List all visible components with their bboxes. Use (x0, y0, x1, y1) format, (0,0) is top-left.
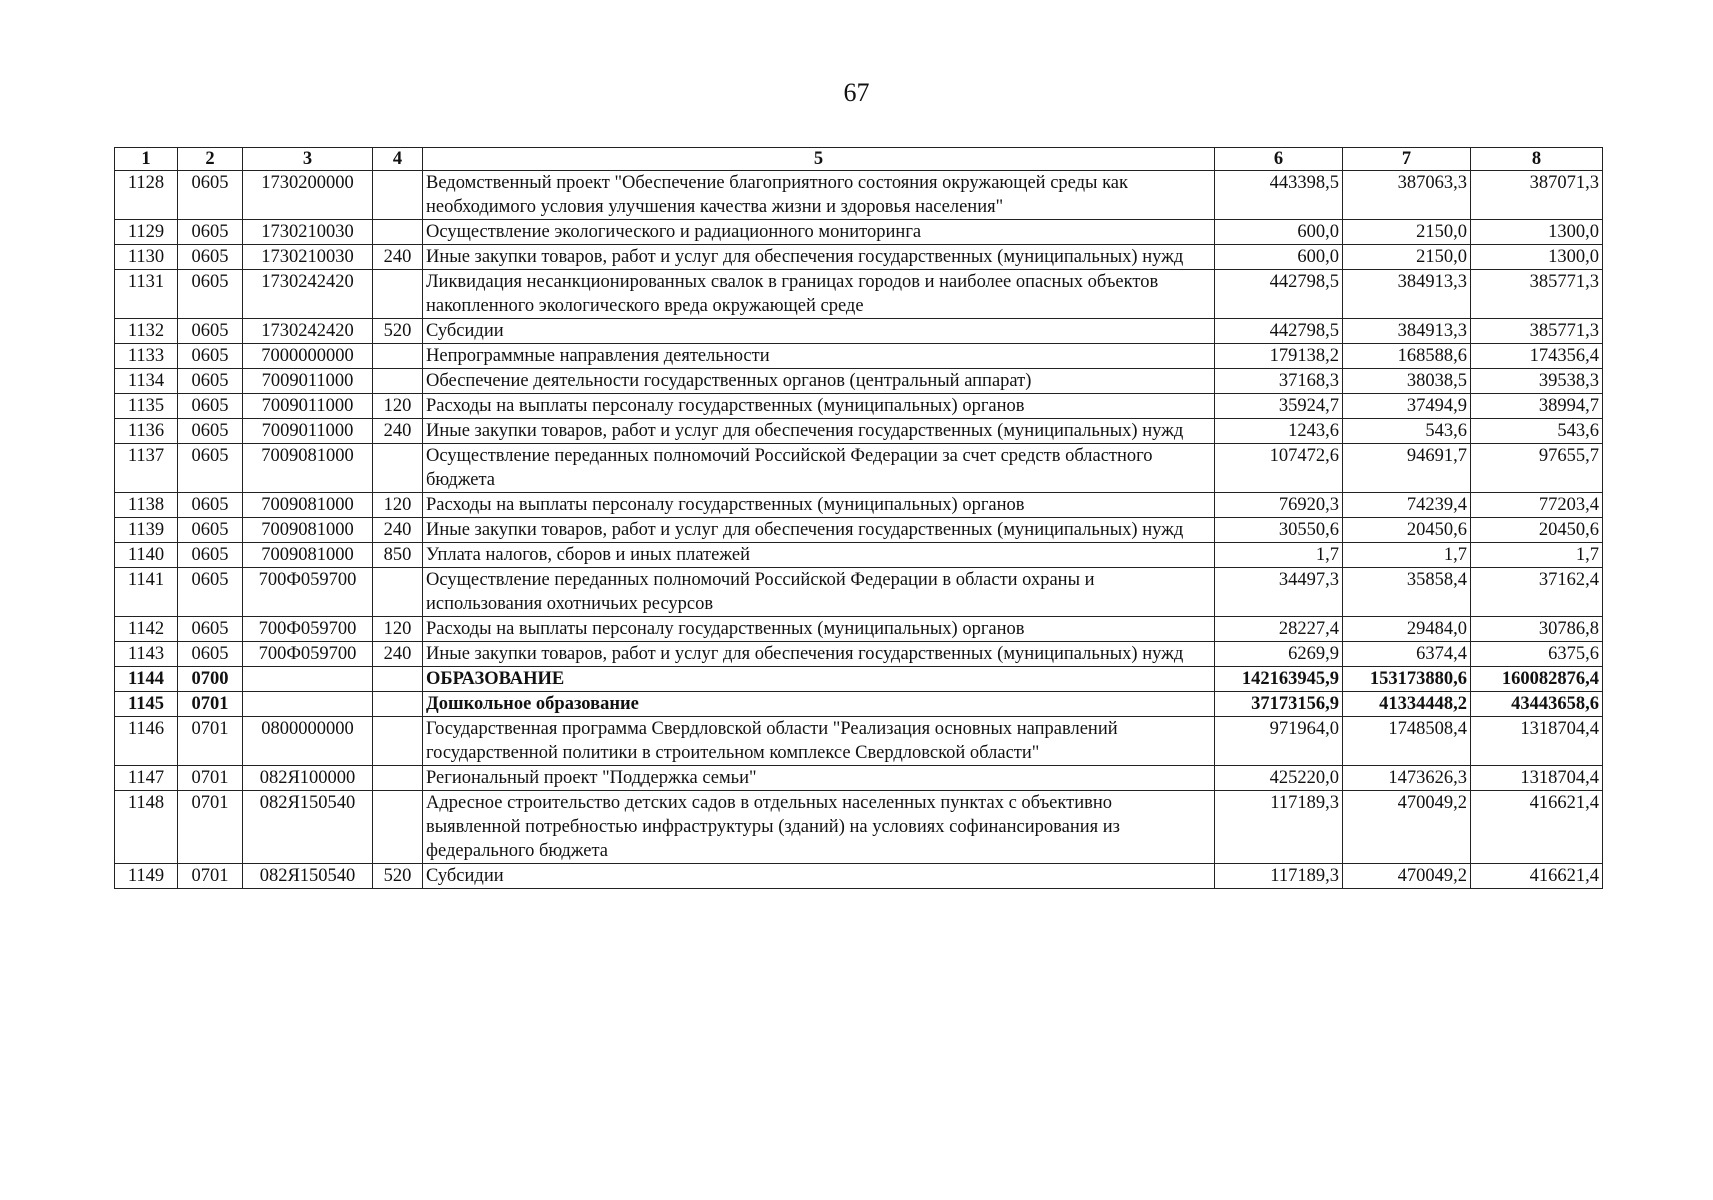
target-article-cell: 7009011000 (243, 369, 373, 394)
row-number-cell: 1128 (115, 171, 178, 220)
description-cell: Ведомственный проект "Обеспечение благоприятного состояния окружающей среды как необходимого условия улучшения качества жизни и здоровья населения" (423, 171, 1215, 220)
target-article-cell: 082Я100000 (243, 766, 373, 791)
description-cell: Осуществление экологического и радиационного мониторинга (423, 220, 1215, 245)
row-number-cell: 1132 (115, 319, 178, 344)
expense-type-cell: 520 (373, 319, 423, 344)
section-code-cell: 0700 (178, 667, 243, 692)
section-code-cell: 0605 (178, 220, 243, 245)
target-article-cell: 7009081000 (243, 493, 373, 518)
table-row (115, 419, 1603, 444)
expense-type-cell (373, 220, 423, 245)
row-number-cell: 1133 (115, 344, 178, 369)
amount-col7-cell: 94691,7 (1343, 444, 1471, 493)
description-cell: Иные закупки товаров, работ и услуг для обеспечения государственных (муниципальных) нужд (423, 642, 1215, 667)
section-code-cell: 0605 (178, 369, 243, 394)
table-row (115, 220, 1603, 245)
expense-type-cell: 240 (373, 518, 423, 543)
table-row (115, 518, 1603, 543)
column-header: 5 (423, 148, 1215, 171)
row-number-cell: 1143 (115, 642, 178, 667)
table-row (115, 270, 1603, 319)
amount-col8-cell: 39538,3 (1471, 369, 1603, 394)
description-cell: Расходы на выплаты персоналу государственных (муниципальных) органов (423, 394, 1215, 419)
amount-col8-cell: 1300,0 (1471, 220, 1603, 245)
amount-col7-cell: 384913,3 (1343, 270, 1471, 319)
row-number-cell: 1147 (115, 766, 178, 791)
expense-type-cell: 120 (373, 617, 423, 642)
row-number-cell: 1145 (115, 692, 178, 717)
expense-type-cell: 120 (373, 493, 423, 518)
amount-col8-cell: 543,6 (1471, 419, 1603, 444)
amount-col6-cell: 425220,0 (1215, 766, 1343, 791)
table-row (115, 394, 1603, 419)
section-code-cell: 0605 (178, 319, 243, 344)
column-header: 8 (1471, 148, 1603, 171)
amount-col7-cell: 2150,0 (1343, 220, 1471, 245)
section-code-cell: 0605 (178, 444, 243, 493)
target-article-cell: 7009011000 (243, 394, 373, 419)
target-article-cell: 700Ф059700 (243, 617, 373, 642)
section-code-cell: 0701 (178, 864, 243, 889)
amount-col6-cell: 117189,3 (1215, 791, 1343, 864)
target-article-cell: 082Я150540 (243, 864, 373, 889)
section-code-cell: 0605 (178, 642, 243, 667)
table-row (115, 493, 1603, 518)
amount-col7-cell: 29484,0 (1343, 617, 1471, 642)
amount-col7-cell: 387063,3 (1343, 171, 1471, 220)
target-article-cell: 1730242420 (243, 319, 373, 344)
target-article-cell: 1730200000 (243, 171, 373, 220)
amount-col8-cell: 77203,4 (1471, 493, 1603, 518)
row-number-cell: 1148 (115, 791, 178, 864)
amount-col8-cell: 416621,4 (1471, 791, 1603, 864)
description-cell: Государственная программа Свердловской области "Реализация основных направлений государственной политики в строительном комплексе Свердловской области" (423, 717, 1215, 766)
amount-col7-cell: 37494,9 (1343, 394, 1471, 419)
expense-type-cell (373, 369, 423, 394)
table-row (115, 543, 1603, 568)
amount-col6-cell: 28227,4 (1215, 617, 1343, 642)
amount-col6-cell: 37173156,9 (1215, 692, 1343, 717)
section-code-cell: 0701 (178, 791, 243, 864)
target-article-cell: 700Ф059700 (243, 642, 373, 667)
target-article-cell: 0800000000 (243, 717, 373, 766)
description-cell: ОБРАЗОВАНИЕ (423, 667, 1215, 692)
row-number-cell: 1131 (115, 270, 178, 319)
description-cell: Обеспечение деятельности государственных органов (центральный аппарат) (423, 369, 1215, 394)
table-row (115, 692, 1603, 717)
column-header: 7 (1343, 148, 1471, 171)
amount-col7-cell: 1,7 (1343, 543, 1471, 568)
expense-type-cell: 240 (373, 419, 423, 444)
amount-col7-cell: 35858,4 (1343, 568, 1471, 617)
amount-col7-cell: 41334448,2 (1343, 692, 1471, 717)
description-cell: Субсидии (423, 319, 1215, 344)
table-row (115, 369, 1603, 394)
amount-col8-cell: 20450,6 (1471, 518, 1603, 543)
description-cell: Непрограммные направления деятельности (423, 344, 1215, 369)
expense-type-cell (373, 344, 423, 369)
section-code-cell: 0605 (178, 518, 243, 543)
row-number-cell: 1129 (115, 220, 178, 245)
amount-col6-cell: 117189,3 (1215, 864, 1343, 889)
row-number-cell: 1138 (115, 493, 178, 518)
table-row (115, 642, 1603, 667)
section-code-cell: 0605 (178, 543, 243, 568)
target-article-cell: 7009011000 (243, 419, 373, 444)
target-article-cell: 7000000000 (243, 344, 373, 369)
amount-col7-cell: 543,6 (1343, 419, 1471, 444)
row-number-cell: 1137 (115, 444, 178, 493)
amount-col6-cell: 35924,7 (1215, 394, 1343, 419)
amount-col7-cell: 38038,5 (1343, 369, 1471, 394)
amount-col6-cell: 142163945,9 (1215, 667, 1343, 692)
amount-col6-cell: 442798,5 (1215, 270, 1343, 319)
table-row (115, 444, 1603, 493)
column-header: 4 (373, 148, 423, 171)
description-cell: Иные закупки товаров, работ и услуг для обеспечения государственных (муниципальных) нужд (423, 419, 1215, 444)
section-code-cell: 0605 (178, 171, 243, 220)
amount-col8-cell: 37162,4 (1471, 568, 1603, 617)
amount-col6-cell: 76920,3 (1215, 493, 1343, 518)
target-article-cell: 1730210030 (243, 220, 373, 245)
row-number-cell: 1144 (115, 667, 178, 692)
row-number-cell: 1141 (115, 568, 178, 617)
description-cell: Уплата налогов, сборов и иных платежей (423, 543, 1215, 568)
description-cell: Иные закупки товаров, работ и услуг для обеспечения государственных (муниципальных) нужд (423, 518, 1215, 543)
column-header: 2 (178, 148, 243, 171)
amount-col6-cell: 6269,9 (1215, 642, 1343, 667)
section-code-cell: 0701 (178, 766, 243, 791)
table-row (115, 791, 1603, 864)
amount-col8-cell: 1,7 (1471, 543, 1603, 568)
amount-col7-cell: 2150,0 (1343, 245, 1471, 270)
row-number-cell: 1149 (115, 864, 178, 889)
expense-type-cell (373, 171, 423, 220)
table-row (115, 319, 1603, 344)
amount-col6-cell: 600,0 (1215, 245, 1343, 270)
section-code-cell: 0605 (178, 493, 243, 518)
section-code-cell: 0605 (178, 245, 243, 270)
amount-col6-cell: 600,0 (1215, 220, 1343, 245)
section-code-cell: 0605 (178, 394, 243, 419)
row-number-cell: 1135 (115, 394, 178, 419)
expense-type-cell: 240 (373, 245, 423, 270)
amount-col8-cell: 1318704,4 (1471, 766, 1603, 791)
target-article-cell (243, 667, 373, 692)
section-code-cell: 0605 (178, 270, 243, 319)
row-number-cell: 1139 (115, 518, 178, 543)
amount-col8-cell: 160082876,4 (1471, 667, 1603, 692)
description-cell: Осуществление переданных полномочий Российской Федерации в области охраны и использования охотничьих ресурсов (423, 568, 1215, 617)
amount-col7-cell: 153173880,6 (1343, 667, 1471, 692)
target-article-cell (243, 692, 373, 717)
expense-type-cell (373, 444, 423, 493)
amount-col8-cell: 174356,4 (1471, 344, 1603, 369)
expense-type-cell: 850 (373, 543, 423, 568)
row-number-cell: 1136 (115, 419, 178, 444)
table-row (115, 245, 1603, 270)
target-article-cell: 1730242420 (243, 270, 373, 319)
expense-type-cell (373, 568, 423, 617)
row-number-cell: 1134 (115, 369, 178, 394)
amount-col6-cell: 442798,5 (1215, 319, 1343, 344)
amount-col7-cell: 1748508,4 (1343, 717, 1471, 766)
description-cell: Дошкольное образование (423, 692, 1215, 717)
amount-col6-cell: 1243,6 (1215, 419, 1343, 444)
target-article-cell: 7009081000 (243, 444, 373, 493)
description-cell: Расходы на выплаты персоналу государственных (муниципальных) органов (423, 617, 1215, 642)
column-header: 3 (243, 148, 373, 171)
amount-col8-cell: 38994,7 (1471, 394, 1603, 419)
amount-col7-cell: 470049,2 (1343, 791, 1471, 864)
amount-col8-cell: 387071,3 (1471, 171, 1603, 220)
amount-col6-cell: 34497,3 (1215, 568, 1343, 617)
table-row (115, 717, 1603, 766)
amount-col7-cell: 168588,6 (1343, 344, 1471, 369)
target-article-cell: 7009081000 (243, 543, 373, 568)
amount-col6-cell: 30550,6 (1215, 518, 1343, 543)
expense-type-cell (373, 717, 423, 766)
table-row (115, 864, 1603, 889)
amount-col6-cell: 107472,6 (1215, 444, 1343, 493)
section-code-cell: 0605 (178, 419, 243, 444)
amount-col6-cell: 971964,0 (1215, 717, 1343, 766)
section-code-cell: 0605 (178, 617, 243, 642)
expense-type-cell: 240 (373, 642, 423, 667)
column-header: 1 (115, 148, 178, 171)
table-row (115, 667, 1603, 692)
description-cell: Расходы на выплаты персоналу государственных (муниципальных) органов (423, 493, 1215, 518)
expense-type-cell (373, 667, 423, 692)
row-number-cell: 1142 (115, 617, 178, 642)
description-cell: Ликвидация несанкционированных свалок в границах городов и наиболее опасных объектов накопленного экологического вреда окружающей среде (423, 270, 1215, 319)
section-code-cell: 0701 (178, 717, 243, 766)
expense-type-cell (373, 791, 423, 864)
amount-col6-cell: 1,7 (1215, 543, 1343, 568)
amount-col8-cell: 1318704,4 (1471, 717, 1603, 766)
column-header: 6 (1215, 148, 1343, 171)
amount-col7-cell: 6374,4 (1343, 642, 1471, 667)
table-row (115, 617, 1603, 642)
target-article-cell: 1730210030 (243, 245, 373, 270)
description-cell: Иные закупки товаров, работ и услуг для обеспечения государственных (муниципальных) нужд (423, 245, 1215, 270)
page-number: 67 (843, 78, 870, 107)
row-number-cell: 1130 (115, 245, 178, 270)
target-article-cell: 082Я150540 (243, 791, 373, 864)
section-code-cell: 0605 (178, 568, 243, 617)
target-article-cell: 700Ф059700 (243, 568, 373, 617)
amount-col6-cell: 179138,2 (1215, 344, 1343, 369)
amount-col7-cell: 74239,4 (1343, 493, 1471, 518)
amount-col7-cell: 20450,6 (1343, 518, 1471, 543)
description-cell: Осуществление переданных полномочий Российской Федерации за счет средств областного бюджета (423, 444, 1215, 493)
expense-type-cell (373, 766, 423, 791)
amount-col6-cell: 443398,5 (1215, 171, 1343, 220)
amount-col8-cell: 30786,8 (1471, 617, 1603, 642)
table-row (115, 568, 1603, 617)
amount-col7-cell: 1473626,3 (1343, 766, 1471, 791)
table-row (115, 171, 1603, 220)
expense-type-cell: 120 (373, 394, 423, 419)
table-row (115, 344, 1603, 369)
description-cell: Региональный проект "Поддержка семьи" (423, 766, 1215, 791)
table-row (115, 766, 1603, 791)
amount-col8-cell: 416621,4 (1471, 864, 1603, 889)
amount-col8-cell: 385771,3 (1471, 270, 1603, 319)
amount-col7-cell: 470049,2 (1343, 864, 1471, 889)
amount-col8-cell: 6375,6 (1471, 642, 1603, 667)
row-number-cell: 1140 (115, 543, 178, 568)
amount-col8-cell: 43443658,6 (1471, 692, 1603, 717)
header-row (115, 148, 1603, 171)
expense-type-cell: 520 (373, 864, 423, 889)
row-number-cell: 1146 (115, 717, 178, 766)
section-code-cell: 0701 (178, 692, 243, 717)
amount-col8-cell: 1300,0 (1471, 245, 1603, 270)
target-article-cell: 7009081000 (243, 518, 373, 543)
amount-col8-cell: 385771,3 (1471, 319, 1603, 344)
description-cell: Адресное строительство детских садов в отдельных населенных пунктах с объективно выявленной потребностью инфраструктуры (зданий) на условиях софинансирования из федерального бюджета (423, 791, 1215, 864)
expense-type-cell (373, 692, 423, 717)
amount-col8-cell: 97655,7 (1471, 444, 1603, 493)
amount-col6-cell: 37168,3 (1215, 369, 1343, 394)
description-cell: Субсидии (423, 864, 1215, 889)
amount-col7-cell: 384913,3 (1343, 319, 1471, 344)
budget-table (114, 147, 1603, 889)
section-code-cell: 0605 (178, 344, 243, 369)
expense-type-cell (373, 270, 423, 319)
